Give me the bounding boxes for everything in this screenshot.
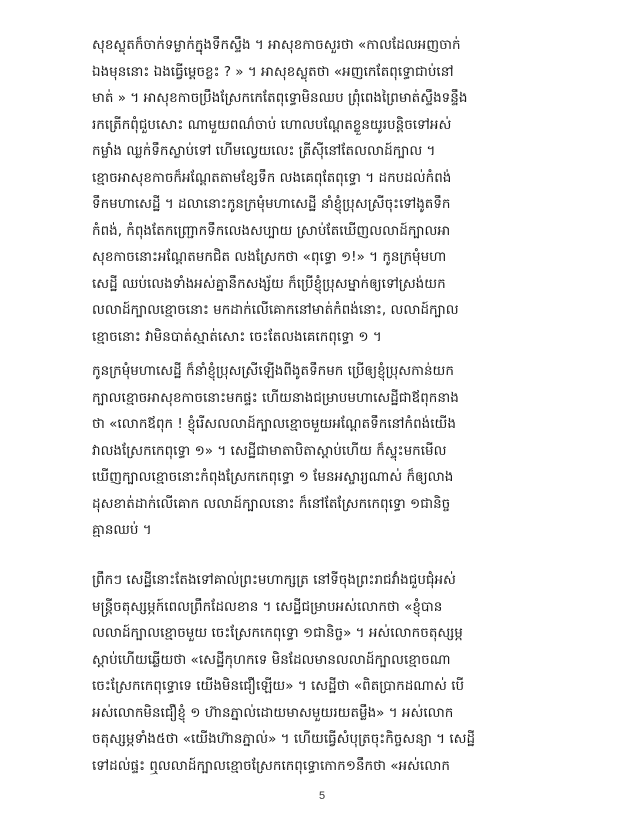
text-line: ទឹកមហាសេដ្ឋី ។ ដលានោះកូនក្រមុំមហាសេដ្ឋី នាំខ្ញុំប្រុសស្រីចុះទៅងូតទឹក	[92, 196, 451, 212]
paragraph-3	[92, 567, 550, 779]
text-line: ចតុស្សម្ភទាំង៥ថា «យើងហ៊ានភ្នាល់» ។ ហើយធ្វើសំបុត្រចុះកិច្ចសន្យា ។ សេដ្ឋី	[92, 731, 476, 747]
paragraph-2	[92, 358, 550, 544]
text-line: សុខកាចនោះអណ្តែតមកជិត លងស្រែកថា «ពុទ្ធោ ១!» ។ កូនក្រមុំមហា	[92, 249, 447, 265]
text-line: លលាដ៍ក្បាលខ្មោចមួយ ចេះស្រែកកេពុទ្ធោ ១ជានិច្ច» ។ អស់លោកចតុស្សម្ភ	[92, 625, 463, 641]
text-line: វាលងស្រែកកេពុទ្ធោ ១» ។ សេដ្ឋីជាមាតាបិតាស្តាប់ហើយ ក៏ស្ទុះមកមើល	[92, 442, 447, 459]
text-line: សុខស្លុតក៏ចាក់ទម្លាក់ក្នុងទឹកស្ទឹង ។ អាសុខកាចសួរថា «កាលដែលអញចាក់	[92, 37, 461, 53]
page-number: 5	[318, 790, 326, 802]
text-line: ឯងមុននោះ ឯងធ្វើម្តេចខ្លះ ? » ។ អាសុខស្លុតថា «អញកេតែពុទ្ធោជាប់នៅ	[92, 63, 454, 80]
text-line: ក្បាលខ្មោចអាសុខកាចនោះមកផ្ទះ ហើយនាងជម្រាបមហាសេដ្ឋីជាឪពុកនាង	[92, 389, 459, 406]
text-line: ខ្មោចនោះ វាមិនបាត់ស្មាត់សោះ ចេះតែលងគេកេពុទ្ធោ ១ ។	[92, 328, 382, 345]
text-line: កម្លាំង ឈ្លក់ទឹកស្លាប់ទៅ ហើមល្វេយលេះ ត្រីស៊ីនៅតែលលាដ៍ក្បាល ។	[92, 143, 436, 159]
text-line: ឃើញក្បាលខ្មោចនោះកំពុងស្រែកកេពុទ្ធោ ១ មែនអស្ចារ្យណាស់ ក៏ឲ្យលាង	[92, 469, 454, 485]
text-line: ខ្មោចអាសុខកាចក៏អណ្តែតតាមខ្សែទឹក លងគេពុតែពុទ្ធោ ។ ដកបដល់កំពង់	[92, 169, 452, 186]
text-line: គ្មានឈប់ ។	[92, 522, 152, 538]
text-line: អស់លោកមិនជឿខ្ញុំ ១ ហ៊ានភ្នាល់ដោយមាសមួយរយតម្លឹង» ។ អស់លោក	[92, 704, 454, 721]
text-line: មន្ត្រីចតុស្សម្ភក៍ពេលព្រឹកដែលខាន ។ សេដ្ឋីជម្រាបអស់លោកថា «ខ្ញុំបាន	[92, 598, 443, 615]
text-line: ទៅដល់ផ្ទះ ឮលលាដ៍ក្បាលខ្មោចស្រែកកេពុទ្ធោកោក១នឹកថា «អស់លោក	[92, 757, 450, 774]
text-line: សេដ្ឋី ឈប់លេងទាំងអស់គ្នានឹកសង្ស័យ ក៏ប្រើខ្ញុំប្រុសម្នាក់ឲ្យទៅស្រង់យក	[92, 275, 446, 292]
paragraph-1	[92, 32, 550, 350]
text-line: មាត់ » ។ អាសុខកាចប្រឹងស្រែកកេតែពុទ្ធោមិនឈប ព្រុំពេងព្រៃមាត់ស្ទឹងទន្ទឹង	[92, 90, 468, 106]
text-line: ព្រឹកៗ សេដ្ឋីនោះតែងទៅគាល់ព្រះមហាក្សត្រ នៅទីចុងព្រះរាជវាំងជួបជុំអស់	[92, 572, 456, 588]
text-line: លលាដ៍ក្បាលខ្មោចនោះ មកដាក់លើគោកនៅមាត់កំពង់នោះ, លលាដ៍ក្បាល	[92, 302, 459, 318]
text-line: ថា «លោកឪពុក ! ខ្ញុំរើសលលាដ៍ក្បាលខ្មោចមួយអណ្តែតទឹកនៅកំពង់យើង	[92, 416, 456, 432]
text-line: ចេះស្រែកកេពុទ្ធោទេ យើងមិនជឿឡើយ» ។ សេដ្ឋីថា «ពិតប្រាកដណាស់ បើ	[92, 678, 465, 694]
text-line: កូនក្រមុំមហាសេដ្ឋី ក៏នាំខ្ញុំប្រុសស្រីឡើងពីងូតទឹកមក ប្រើឲ្យខ្ញុំប្រុសកាន់យក	[92, 363, 454, 379]
text-line: ដុសខាត់ដាក់លើគោក លលាដ៍ក្បាលនោះ ក៏នៅតែស្រែកកេពុទ្ធោ ១ជានិច្ច	[92, 495, 451, 512]
text-line: កំពង់, កំពុងតែកញ្ជ្រោកទឹកលេងសប្បាយ ស្រាប់តែឃើញលលាដ៍ក្បាលអា	[92, 222, 451, 239]
text-line: រកត្រើកពុំជួបសោះ ណាមួយពណ៌ចាប់ ហោលបណ្តែតខ្លួនយូរបន្តិចទៅអស់	[92, 116, 452, 133]
text-line: ស្តាប់ហើយឆ្លើយថា «សេដ្ឋីកុហកទេ មិនដែលមានលលាដ៍ក្បាលខ្មោចណា	[92, 651, 451, 668]
